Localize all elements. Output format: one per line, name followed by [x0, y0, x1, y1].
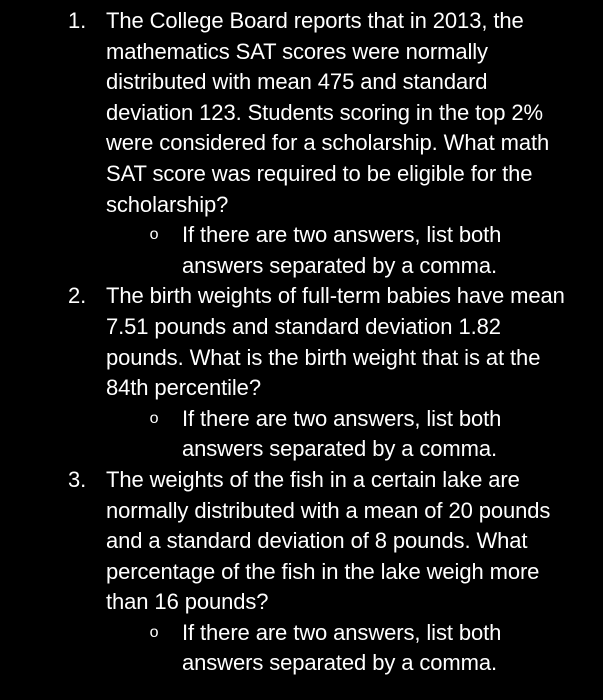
note-item	[106, 404, 583, 465]
question-number: 2.	[68, 283, 87, 309]
note-text: If there are two answers, list both answers separated by a comma.	[182, 222, 502, 278]
note-list	[106, 404, 583, 465]
hollow-circle-bullet-icon: o	[149, 623, 159, 641]
note-item	[106, 220, 583, 281]
hollow-circle-bullet-icon: o	[149, 409, 159, 427]
question-text: The College Board reports that in 2013, the mathematics SAT scores were normally distributed with mean 475 and standard deviation 123. Students scoring in the top 2% were considered for a scholarship. What math SAT score was required to be eligible for the scholarship?	[106, 8, 550, 217]
question-number: 1.	[68, 8, 87, 33]
note-item	[106, 618, 583, 679]
question-item-2	[0, 281, 603, 465]
question-item-1	[0, 6, 603, 281]
question-item-3	[0, 465, 603, 679]
note-text: If there are two answers, list both answers separated by a comma.	[182, 405, 502, 462]
note-text: If there are two answers, list both answers separated by a comma.	[182, 619, 502, 676]
note-list	[106, 220, 583, 281]
hollow-circle-bullet-icon: o	[149, 226, 159, 244]
question-text: The birth weights of full-term babies have mean 7.51 pounds and standard deviation 1.82 pounds. What is the birth weight that is at the 84th percentile?	[106, 283, 565, 401]
question-number: 3.	[68, 466, 87, 492]
question-text: The weights of the fish in a certain lake are normally distributed with a mean of 20 pounds and a standard deviation of 8 pounds. What percentage of the fish in the lake weigh more than 16 pounds?	[106, 466, 551, 615]
note-list	[106, 618, 583, 679]
question-list	[0, 6, 603, 679]
